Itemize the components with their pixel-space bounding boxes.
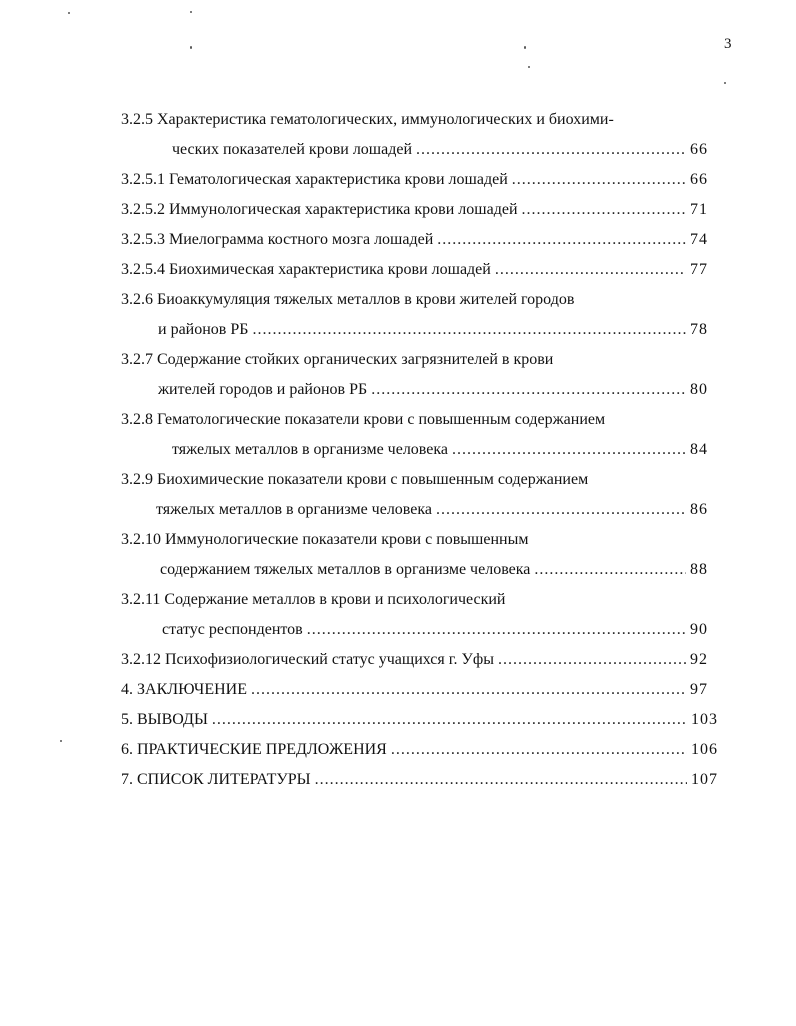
toc-entry-heading: [121, 589, 506, 611]
toc-entry-title: 3.2.5.1 Гематологическая характеристика крови лошадей: [121, 171, 508, 188]
toc-entry-title: 5. ВЫВОДЫ: [121, 711, 208, 728]
toc-entry-heading: [121, 109, 614, 131]
toc-entry-page: 97: [690, 681, 708, 698]
toc-leader: [212, 709, 687, 731]
toc-entry-heading: [121, 409, 605, 431]
toc-entry-page: 71: [690, 201, 708, 218]
toc-entry-page: 66: [690, 171, 708, 188]
toc-entry-title: 3.2.5 Характеристика гематологических, иммунологических и биохими-: [121, 111, 614, 128]
toc-entry[interactable]: [121, 739, 718, 761]
toc-entry[interactable]: [121, 769, 718, 791]
toc-entry-page: 103: [691, 711, 718, 728]
toc-entry-heading: [121, 469, 588, 491]
toc-entry-title: тяжелых металлов в организме человека: [172, 441, 448, 458]
toc-leader: [252, 319, 686, 341]
toc-entry-title: 6. ПРАКТИЧЕСКИЕ ПРЕДЛОЖЕНИЯ: [121, 741, 387, 758]
toc-entry-page: 66: [690, 141, 708, 158]
toc-leader: [251, 679, 686, 701]
toc-entry[interactable]: [172, 139, 708, 161]
toc-entry-title: 3.2.12 Психофизиологический статус учащихся г. Уфы: [121, 651, 494, 668]
toc-entry[interactable]: [156, 499, 708, 521]
toc-entry-page: 107: [691, 771, 718, 788]
scan-speck: [724, 82, 726, 84]
toc-leader: [512, 169, 686, 191]
scan-speck: [60, 740, 62, 742]
page-number: 3: [724, 36, 732, 52]
scan-speck: [68, 12, 70, 14]
toc-entry-title: и районов РБ: [158, 321, 249, 338]
toc-entry-page: 84: [690, 441, 708, 458]
toc-entry-heading: [121, 349, 553, 371]
scan-speck: [190, 11, 192, 13]
toc-leader: [307, 619, 686, 641]
toc-entry[interactable]: [121, 229, 708, 251]
toc-leader: [495, 259, 686, 281]
toc-entry[interactable]: [121, 709, 718, 731]
toc-entry-page: 106: [691, 741, 718, 758]
toc-entry[interactable]: [121, 199, 708, 221]
toc-entry-page: 86: [690, 501, 708, 518]
toc-entry-title: тяжелых металлов в организме человека: [156, 501, 432, 518]
toc-entry[interactable]: [158, 379, 708, 401]
toc-entry[interactable]: [162, 619, 708, 641]
toc-entry-heading: [121, 529, 528, 551]
toc-entry-title: 3.2.5.2 Иммунологическая характеристика крови лошадей: [121, 201, 518, 218]
toc-entry-title: 3.2.6 Биоаккумуляция тяжелых металлов в крови жителей городов: [121, 291, 575, 308]
toc-entry-title: 7. СПИСОК ЛИТЕРАТУРЫ: [121, 771, 311, 788]
toc-entry-heading: [121, 289, 574, 311]
toc-entry-page: 74: [690, 231, 708, 248]
toc-leader: [391, 739, 687, 761]
toc-leader: [436, 499, 686, 521]
toc-entry-page: 92: [690, 651, 708, 668]
toc-entry-title: 3.2.5.4 Биохимическая характеристика крови лошадей: [121, 261, 491, 278]
toc-entry[interactable]: [160, 559, 708, 581]
toc-leader: [315, 769, 687, 791]
toc-entry-title: 4. ЗАКЛЮЧЕНИЕ: [121, 681, 247, 698]
toc-entry[interactable]: [121, 679, 708, 701]
toc-entry-title: 3.2.11 Содержание металлов в крови и психологический: [121, 591, 506, 608]
toc-entry-title: 3.2.10 Иммунологические показатели крови с повышенным: [121, 531, 529, 548]
toc-entry-title: содержанием тяжелых металлов в организме человека: [160, 561, 531, 578]
toc-entry-page: 90: [690, 621, 708, 638]
toc-entry[interactable]: [172, 439, 708, 461]
toc-entry-title: 3.2.7 Содержание стойких органических загрязнителей в крови: [121, 351, 554, 368]
toc-entry-title: 3.2.8 Гематологические показатели крови с повышенным содержанием: [121, 411, 606, 428]
toc-leader: [416, 139, 686, 161]
toc-entry-page: 88: [690, 561, 708, 578]
scan-speck: [190, 46, 192, 49]
toc-entry-title: 3.2.5.3 Миелограмма костного мозга лошадей: [121, 231, 434, 248]
toc-entry[interactable]: [158, 319, 708, 341]
toc-leader: [498, 649, 686, 671]
toc-leader: [437, 229, 686, 251]
toc-leader: [452, 439, 686, 461]
toc-entry[interactable]: [121, 259, 708, 281]
toc-entry-page: 77: [690, 261, 708, 278]
toc-entry-title: ческих показателей крови лошадей: [172, 141, 413, 158]
scan-speck: [524, 46, 526, 49]
scan-speck: [528, 66, 530, 68]
toc-entry[interactable]: [121, 649, 708, 671]
toc-leader: [371, 379, 686, 401]
toc-leader: [522, 199, 686, 221]
toc-entry-page: 78: [690, 321, 708, 338]
toc-entry-page: 80: [690, 381, 708, 398]
toc-entry-title: жителей городов и районов РБ: [158, 381, 368, 398]
toc-entry[interactable]: [121, 169, 708, 191]
toc-entry-title: 3.2.9 Биохимические показатели крови с повышенным содержанием: [121, 471, 589, 488]
toc-leader: [534, 559, 686, 581]
toc-entry-title: статус респондентов: [162, 621, 303, 638]
